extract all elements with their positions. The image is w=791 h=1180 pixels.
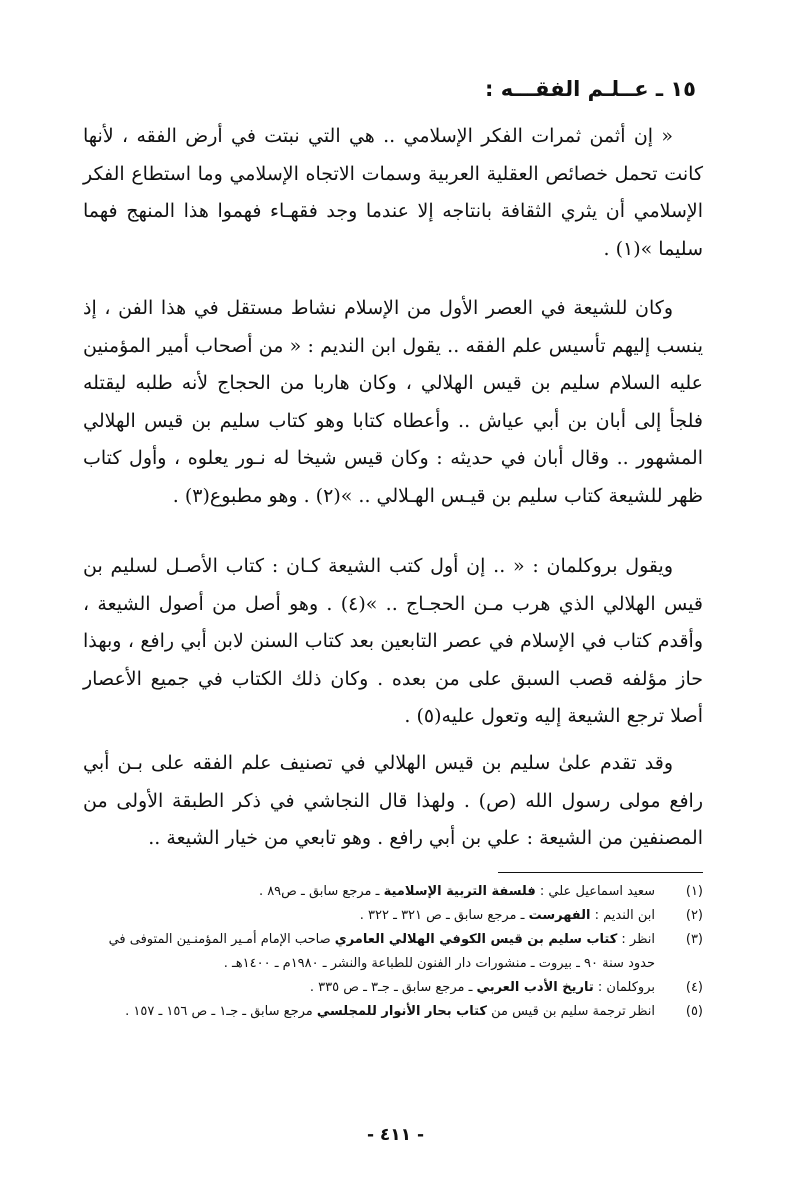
footnote-2 xyxy=(83,904,703,928)
paragraph-4 xyxy=(83,745,703,858)
footnote-divider xyxy=(498,872,703,873)
paragraph-text: وقد تقدم علىٰ سليم بن قيس الهلالي في تصنيف علم الفقه على بـن أبي رافع مولى رسول الله (ص) . ولهذا قال النجاشي في ذكر الطبقة الأولى من المصنفين من الشيعة : علي بن أبي رافع . وهو تابعي من خيار الشيعة .. xyxy=(83,752,703,849)
footnote-text xyxy=(83,976,667,1000)
paragraph-1 xyxy=(83,118,703,268)
footnote-suffix: صاحب الإمام أمـير المؤمنـين المتوفى في حدود سنة ٩٠ ـ بيروت ـ منشورات دار الفنون للطباعة والنشر ـ ١٩٨٠م ـ ١٤٠٠هـ . xyxy=(108,932,655,971)
footnote-prefix: بروكلمان : xyxy=(593,980,655,995)
footnote-suffix: ـ مرجع سابق ـ ص٨٩ . xyxy=(258,884,384,899)
footnote-text xyxy=(83,904,667,928)
page-number: - ٤١١ - xyxy=(366,1125,425,1145)
footnote-number: (٤) xyxy=(685,980,703,995)
footnote-title: تاريخ الأدب العربي xyxy=(476,980,594,995)
footnote-text xyxy=(83,1000,667,1024)
paragraph-text: ويقول بروكلمان : « .. إن أول كتب الشيعة كـان : كتاب الأصـل لسليم بن قيس الهلالي الذي هرب مـن الحجـاج .. »(٤) . وهو أصل من أصول الشيعة ، وأقدم كتاب في الإسلام في عصر التابعين بعد كتاب السنن لابن أبي رافع ، وبهذا حاز مؤلفه قصب السبق على من بعده . وكان ذلك الكتاب في جميع الأعصار أصلا ترجع الشيعة إليه وتعول عليه(٥) . xyxy=(83,555,703,727)
footnote-suffix: مرجع سابق ـ جـ١ ـ ص ١٥٦ ـ ١٥٧ . xyxy=(125,1004,317,1019)
footnotes xyxy=(83,880,703,1024)
paragraph-3 xyxy=(83,548,703,736)
footnote-title: كتاب سليم بن قيس الكوفي الهلالي العامري xyxy=(334,932,618,947)
footnote-title: فلسفة التربية الإسلامية xyxy=(383,884,536,899)
paragraph-text: وكان للشيعة في العصر الأول من الإسلام نشاط مستقل في هذا الفن ، إذ ينسب إليهم تأسيس علم الفقه .. يقول ابن النديم : « من أصحاب أمير المؤمنين عليه السلام سليم بن قيس الهلالي ، وكان هاربا من الحجاج لأنه طلبه ليقتله فلجأ إلى أبان بن أبي عياش .. وأعطاه كتابا وهو كتاب سليم بن قيس الهلالي المشهور .. وقال أبان في حديثه : وكان قيس شيخا له نـور يعلوه ، وأول كتاب ظهر للشيعة كتاب سليم بن قيـس الهـلالي .. »(٢) . وهو مطبوع(٣) . xyxy=(83,297,703,507)
footnote-number: (١) xyxy=(685,884,703,899)
footnote-5 xyxy=(83,1000,703,1024)
footnote-text xyxy=(83,928,667,976)
footnote-prefix: ابن النديم : xyxy=(590,908,655,923)
footnote-suffix: ـ مرجع سابق ـ ص ٣٢١ ـ ٣٢٢ . xyxy=(359,908,529,923)
footnote-title: الفهرست xyxy=(528,908,591,923)
footnote-title: كتاب بحار الأنوار للمجلسي xyxy=(316,1004,487,1019)
footnote-prefix: سعيد اسماعيل علي : xyxy=(535,884,655,899)
footnote-prefix: انظر : xyxy=(617,932,655,947)
section-heading: ١٥ ـ عــلـم الفقـــه : xyxy=(485,77,696,101)
footnote-number: (٢) xyxy=(685,908,703,923)
footnote-number: (٥) xyxy=(685,1004,703,1019)
footnote-1 xyxy=(83,880,703,904)
paragraph-text: « إن أثمن ثمرات الفكر الإسلامي .. هي التي نبتت في أرض الفقه ، لأنها كانت تحمل خصائص العقلية العربية وسمات الاتجاه الإسلامي وما استطاع الفكر الإسلامي أن يثري الثقافة بانتاجه إلا عندما وجد فقهـاء فهموا هذا المنهج فهما سليما »(١) . xyxy=(83,125,703,260)
footnote-prefix: انظر ترجمة سليم بن قيس من xyxy=(486,1004,655,1019)
footnote-number: (٣) xyxy=(685,932,703,947)
footnote-4 xyxy=(83,976,703,1000)
footnote-suffix: ـ مرجع سابق ـ جـ٣ ـ ص ٣٣٥ . xyxy=(309,980,477,995)
footnote-3 xyxy=(83,928,703,976)
paragraph-2 xyxy=(83,290,703,515)
footnote-text xyxy=(83,880,667,904)
